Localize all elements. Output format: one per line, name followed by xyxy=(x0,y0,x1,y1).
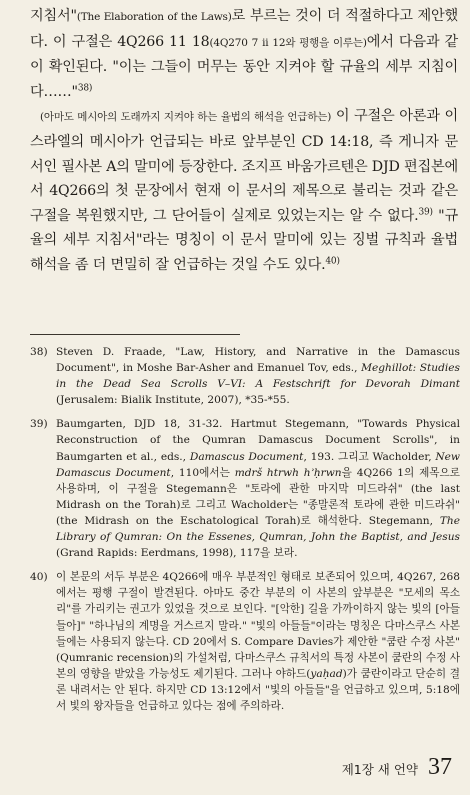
footnote-39 xyxy=(30,416,460,561)
footnote-40 xyxy=(30,569,460,714)
footnote-number: 40) xyxy=(30,571,48,584)
italic-title: mdrš htrwh hʾḥrwn xyxy=(234,466,342,479)
parenthetical: (아마도 메시아의 도래까지 지켜야 하는 율법의 해석을 언급하는) xyxy=(40,111,332,124)
main-text xyxy=(30,4,458,278)
italic-title: New Damascus Document xyxy=(56,450,460,479)
footnote-number: 39) xyxy=(30,418,48,431)
page-number: 37 xyxy=(428,754,452,780)
parallel-note: (4Q270 7 ii 12와 평행을 이루는) xyxy=(209,36,367,49)
text-run: 지침서" xyxy=(30,8,77,24)
text-run: "규율의 세부 지침서"라는 명칭이 이 문서 말미에 있는 징벌 규칙과 율법 해석을 좀 더 면밀히 잘 언급하는 것일 수도 있다. xyxy=(30,207,458,273)
chapter-title: 제1장 새 언약 xyxy=(341,762,418,777)
footnote-text: (Grand Rapids: Eerdmans, 1998), 117을 보라. xyxy=(56,547,298,560)
footnote-number: 38) xyxy=(30,346,48,358)
footnote-divider xyxy=(30,334,240,335)
footnote-ref-38[interactable]: 38) xyxy=(77,83,93,94)
text-run: 이 구절은 아론과 이스라엘의 메시아가 언급되는 바로 앞부분인 CD 14:18, 즉 게니자 문서인 필사본 A의 말미에 등장한다. 조지프 바움가르텐은 DJD 편집본에서 4Q266의 첫 문장에서 현재 이 문서의 제목으로 불리는 것과 같은 구절을 복원했지만, 그 단어들이 실제로 있었는지는 알 수 없다. xyxy=(30,108,459,224)
footnote-text: Baumgarten, DJD 18, 31-32. Hartmut Stegemann, "Towards Physical Reconstruction of the Qumran Damascus Document Scrolls", in Baumgarten et al., eds., xyxy=(56,418,460,463)
footnote-text: 이 본문의 서두 부분은 4Q266에 매우 부분적인 형태로 보존되어 있으며, 4Q267, 268에서는 평행 구절이 발견된다. 아마도 중간 부분의 이 사본의 앞부분은 "모세의 목소리"를 가리키는 권고가 있었을 것으로 보인다. "[악한] 길을 가까이하지 않는 빛의 [아들들아]" "하나님의 계명을 거스르지 말라." "빛의 아들들"이라는 명칭은 다마스쿠스 사본들에는 사용되지 않는다. CD 20에서 S. Compare Davies가 제안한 "쿰란 수정 사본"(Qumranic recension)의 가설처럼, 다마스쿠스 규칙서의 특정 사본이 쿰란의 수정 사본의 영향을 받았을 가능성도 제기된다. 그러나 야하드( xyxy=(56,571,460,680)
footnotes xyxy=(30,344,460,722)
footnote-38 xyxy=(30,344,460,408)
footnote-text: 을 4Q266 1의 제목으로 사용하며, 이 구절을 Stegemann은 "토라에 관한 마지막 미드라쉬" (the last Midrash on the Torah)로 그리고 Wacholder는 "종말론적 토라에 관한 미드라쉬" (the Midrash on the Eschatological Torah)로 해석한다. Stegemann, xyxy=(56,466,460,527)
footnote-ref-39[interactable]: 39) xyxy=(418,207,433,218)
page-footer xyxy=(342,754,452,782)
italic-title: yaḥad xyxy=(310,667,343,680)
footnote-text: , 110에서는 xyxy=(170,466,235,479)
footnote-text: (Jerusalem: Bialik Institute, 2007), *35-*55. xyxy=(56,394,290,407)
paragraph-2 xyxy=(30,104,458,277)
footnote-text: )가 쿰란이라고 단순히 결론 내려서는 안 된다. 하지만 CD 13:12에서 "빛의 아들들"을 언급하고 있으며, 5:18에서 빛의 왕자들을 언급하고 있다는 점에 주의하라. xyxy=(56,667,460,712)
text-run: 에서 다음과 같이 확인된다. "이는 그들이 머무는 동안 지켜야 할 규율의 세부 지침이다……" xyxy=(30,33,458,100)
italic-title: Damascus Document xyxy=(189,450,304,463)
text-run: 로 부르는 것이 더 적절하다고 제안했다. 이 구절은 4Q266 11 18 xyxy=(30,8,458,50)
paragraph-1 xyxy=(30,4,458,104)
italic-title: Meghillot: Studies in the Dead Sea Scrolls V–VI: A Festschrift for Devorah Dimant xyxy=(56,362,460,391)
footnote-ref-40[interactable]: 40) xyxy=(325,256,340,267)
footnote-text: Steven D. Fraade, "Law, History, and Narrative in the Damascus Document", in Moshe Bar-Asher and Emanuel Tov, eds., xyxy=(56,346,460,375)
italic-title: The Library of Qumran: On the Essenes, Qumran, John the Baptist, and Jesus xyxy=(56,514,460,544)
english-title: (The Elaboration of the Laws) xyxy=(76,11,232,23)
footnote-text: , 193. 그리고 Wacholder, xyxy=(303,450,436,463)
